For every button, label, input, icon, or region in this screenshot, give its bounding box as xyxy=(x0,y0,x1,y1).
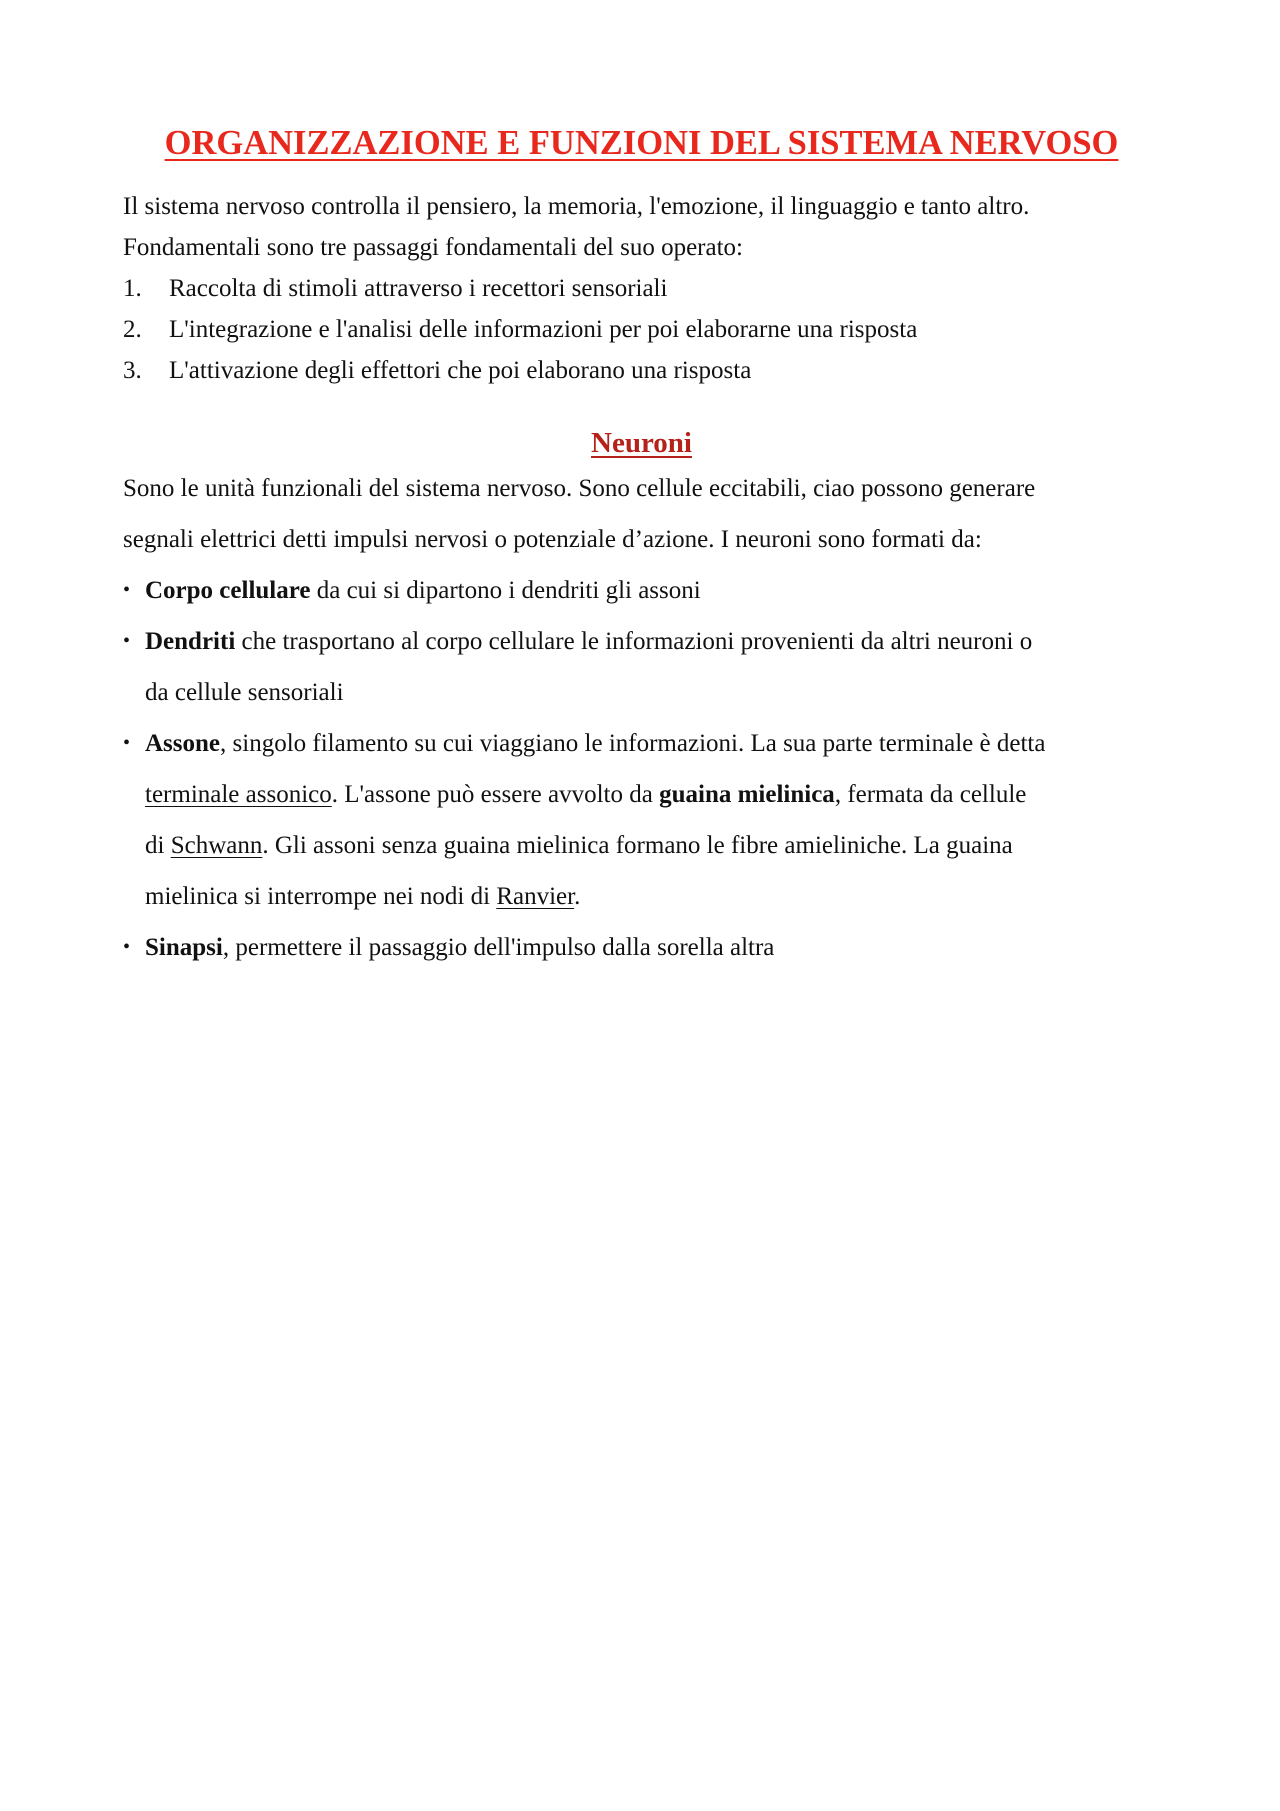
section-title-neuroni: Neuroni xyxy=(591,427,692,459)
intro-line: Il sistema nervoso controlla il pensiero, la memoria, l'emozione, il linguaggio e tanto altro. xyxy=(123,193,1030,220)
bullet-icon: • xyxy=(123,630,131,652)
assone-text: . xyxy=(574,883,581,910)
dendriti-text-continued: da cellule sensoriali xyxy=(145,679,344,706)
steps-list xyxy=(123,268,1160,391)
list-item-assone xyxy=(123,718,1160,922)
sinapsi-text: , permettere il passaggio dell'impulso dalla sorella altra xyxy=(222,934,775,961)
underlined-term-schwann: Schwann xyxy=(170,832,263,859)
term-assone: Assone xyxy=(145,730,221,757)
assone-text: di xyxy=(145,832,171,859)
corpo-cellulare-text: da cui si dipartono i dendriti gli assoni xyxy=(310,577,701,604)
document-title: ORGANIZZAZIONE E FUNZIONI DEL SISTEMA NERVOSO xyxy=(164,124,1119,162)
neuroni-paragraph xyxy=(123,463,1160,565)
step-item xyxy=(123,309,1160,350)
assone-text: . Gli assoni senza guaina mielinica formano le fibre amieliniche. La guaina xyxy=(262,832,1013,859)
underlined-term-terminale-assonico: terminale assonico xyxy=(145,781,332,808)
list-item-corpo-cellulare xyxy=(123,565,1160,616)
assone-text: mielinica si interrompe nei nodi di xyxy=(145,883,497,910)
assone-text: , singolo filamento su cui viaggiano le informazioni. La sua parte terminale è detta xyxy=(220,730,1046,757)
term-dendriti: Dendriti xyxy=(145,628,236,655)
step-item xyxy=(123,350,1160,391)
intro-paragraph xyxy=(123,186,1160,268)
step-text: L'integrazione e l'analisi delle informazioni per poi elaborarne una risposta xyxy=(169,316,918,343)
list-item-dendriti xyxy=(123,616,1160,718)
step-number: 3. xyxy=(123,357,142,384)
bullet-icon: • xyxy=(123,732,131,754)
dendriti-text: che trasportano al corpo cellulare le informazioni provenienti da altri neuroni o xyxy=(235,628,1033,655)
list-item-sinapsi xyxy=(123,922,1160,973)
intro-line: Fondamentali sono tre passaggi fondamentali del suo operato: xyxy=(123,234,743,261)
step-text: L'attivazione degli effettori che poi elaborano una risposta xyxy=(169,357,752,384)
paragraph-line: segnali elettrici detti impulsi nervosi o potenziale d’azione. I neuroni sono formati da: xyxy=(123,526,982,553)
step-number: 2. xyxy=(123,316,142,343)
step-text: Raccolta di stimoli attraverso i recettori sensoriali xyxy=(169,275,668,302)
neuron-parts-list xyxy=(123,565,1160,973)
paragraph-line: Sono le unità funzionali del sistema nervoso. Sono cellule eccitabili, ciao possono generare xyxy=(123,475,1036,502)
bullet-icon: • xyxy=(123,936,131,958)
step-number: 1. xyxy=(123,275,142,302)
step-item xyxy=(123,268,1160,309)
term-corpo-cellulare: Corpo cellulare xyxy=(145,577,311,604)
bullet-icon: • xyxy=(123,579,131,601)
assone-text: , fermata da cellule xyxy=(834,781,1027,808)
term-guaina-mielinica: guaina mielinica xyxy=(659,781,835,808)
term-sinapsi: Sinapsi xyxy=(145,934,223,961)
assone-text: . L'assone può essere avvolto da xyxy=(331,781,660,808)
underlined-term-ranvier: Ranvier xyxy=(496,883,575,910)
